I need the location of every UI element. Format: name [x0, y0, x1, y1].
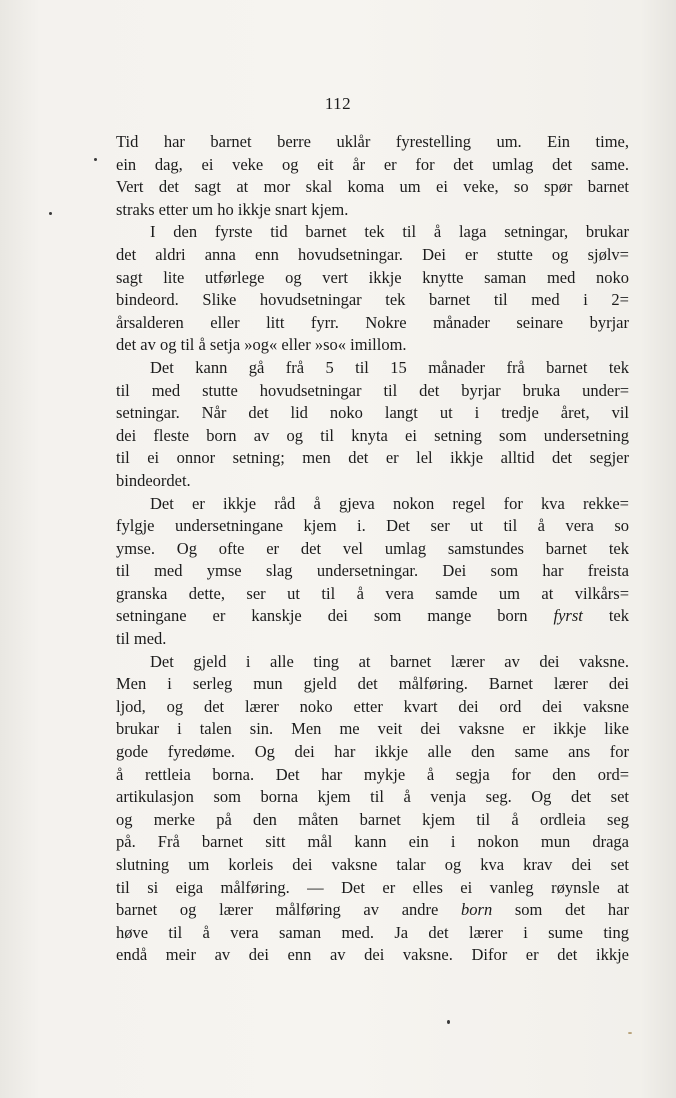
line-text: I den fyrste tid barnet tek til å laga setningar, brukar — [150, 222, 629, 242]
text-line — [116, 651, 629, 674]
print-speck — [94, 158, 97, 161]
print-speck — [49, 212, 52, 215]
text-line — [116, 244, 629, 267]
line-text: Tid har barnet berre uklår fyrestelling um. Ein time, — [116, 132, 629, 151]
line-text: fylgje undersetningane kjem i. Det ser ut til å vera so — [116, 516, 629, 536]
line-text: Men i serleg mun gjeld det målføring. Barnet lærer dei — [116, 674, 629, 694]
line-text: gode fyredøme. Og dei har ikkje alle den same ans for — [116, 742, 629, 762]
text-line — [116, 334, 629, 357]
line-text: sagt lite utførlege og vert ikkje knytte saman med noko — [116, 267, 629, 287]
text-line — [116, 605, 629, 628]
line-text: ljod, og det lærer noko etter kvart dei ord dei vaksne — [116, 696, 629, 716]
line-text: setningar. Når det lid noko langt ut i tredje året, vil — [116, 403, 629, 423]
line-text: det av og til å setja »og« eller »so« imillom. — [116, 335, 407, 355]
emphasized-word: born — [461, 900, 493, 920]
text-line — [116, 809, 629, 832]
line-text: dei fleste born av og til knyta ei setning som undersetning — [116, 425, 629, 445]
text-line — [116, 154, 629, 177]
text-line — [116, 380, 629, 403]
text-line — [116, 493, 629, 516]
line-text: og merke på den måten barnet kjem til å ordleia seg — [116, 809, 629, 829]
line-text: ymse. Og ofte er det vel umlag samstundes barnet tek — [116, 538, 629, 558]
line-text-after: tek — [582, 606, 629, 626]
text-line — [116, 718, 629, 741]
line-text: Det kann gå frå 5 til 15 månader frå barnet tek — [150, 357, 629, 377]
text-line — [116, 515, 629, 538]
text-line — [116, 944, 629, 967]
text-line — [116, 628, 629, 651]
text-line — [116, 922, 629, 945]
text-line — [116, 764, 629, 787]
text-line — [116, 696, 629, 719]
line-text: til si eiga målføring. — Det er elles ei vanleg røynsle at — [116, 877, 629, 897]
emphasized-word: fyrst — [553, 606, 583, 626]
line-text: bindeordet. — [116, 470, 191, 490]
body-text — [116, 131, 629, 967]
text-line — [116, 470, 629, 493]
line-text: barnet og lærer målføring av andre — [116, 900, 462, 920]
line-text: straks etter um ho ikkje snart kjem. — [116, 199, 349, 219]
text-line — [116, 447, 629, 470]
line-text: endå meir av dei enn av dei vaksne. Difor er det ikkje — [116, 945, 629, 965]
text-line — [116, 583, 629, 606]
text-line — [116, 673, 629, 696]
line-text: årsalderen eller litt fyrr. Nokre månader seinare byrjar — [116, 312, 629, 332]
line-text: på. Frå barnet sitt mål kann ein i nokon mun draga — [116, 832, 629, 852]
text-line — [116, 289, 629, 312]
line-text: til ei onnor setning; men det er lel ikkje alltid det segjer — [116, 448, 629, 468]
print-speck — [628, 1032, 632, 1034]
text-line — [116, 899, 629, 922]
text-line — [116, 741, 629, 764]
line-text: Det er ikkje råd å gjeva nokon regel for kva rekke= — [150, 493, 629, 513]
line-text: det aldri anna enn hovudsetningar. Dei er stutte og sjølv= — [116, 244, 629, 264]
line-text: å rettleia borna. Det har mykje å segja for den ord= — [116, 764, 629, 784]
line-text: bindeord. Slike hovudsetningar tek barnet til med i 2= — [116, 290, 629, 310]
text-line — [116, 357, 629, 380]
text-line — [116, 854, 629, 877]
line-text: ein dag, ei veke og eit år er for det umlag det same. — [116, 154, 629, 174]
line-text: granska dette, ser ut til å vera samde um at vilkårs= — [116, 583, 629, 603]
line-text: artikulasjon som borna kjem til å venja seg. Og det set — [116, 787, 629, 807]
line-text: til med ymse slag undersetningar. Dei som har freista — [116, 561, 629, 581]
line-text: brukar i talen sin. Men me veit dei vaksne er ikkje like — [116, 719, 629, 739]
text-line — [116, 267, 629, 290]
line-text: slutning um korleis dei vaksne talar og kva krav dei set — [116, 855, 629, 874]
text-line — [116, 538, 629, 561]
line-text: til med stutte hovudsetningar til det byrjar bruka under= — [116, 380, 629, 400]
line-text: til med. — [116, 629, 167, 649]
text-line — [116, 221, 629, 244]
line-text: setningane er kanskje dei som mange born — [116, 606, 554, 626]
text-line — [116, 131, 629, 154]
text-line — [116, 560, 629, 583]
line-text-after: som det har — [492, 900, 629, 920]
text-line — [116, 831, 629, 854]
text-line — [116, 786, 629, 809]
text-line — [116, 402, 629, 425]
text-line — [116, 199, 629, 222]
line-text: Vert det sagt at mor skal koma um ei veke, so spør barnet — [116, 177, 629, 197]
page-number: 112 — [324, 94, 352, 113]
line-text: Det gjeld i alle ting at barnet lærer av dei vaksne. — [150, 651, 629, 671]
line-text: høve til å vera saman med. Ja det lærer i sume ting — [116, 922, 629, 942]
text-line — [116, 425, 629, 448]
text-line — [116, 877, 629, 900]
print-speck — [447, 1020, 450, 1024]
text-line — [116, 312, 629, 335]
text-line — [116, 176, 629, 199]
